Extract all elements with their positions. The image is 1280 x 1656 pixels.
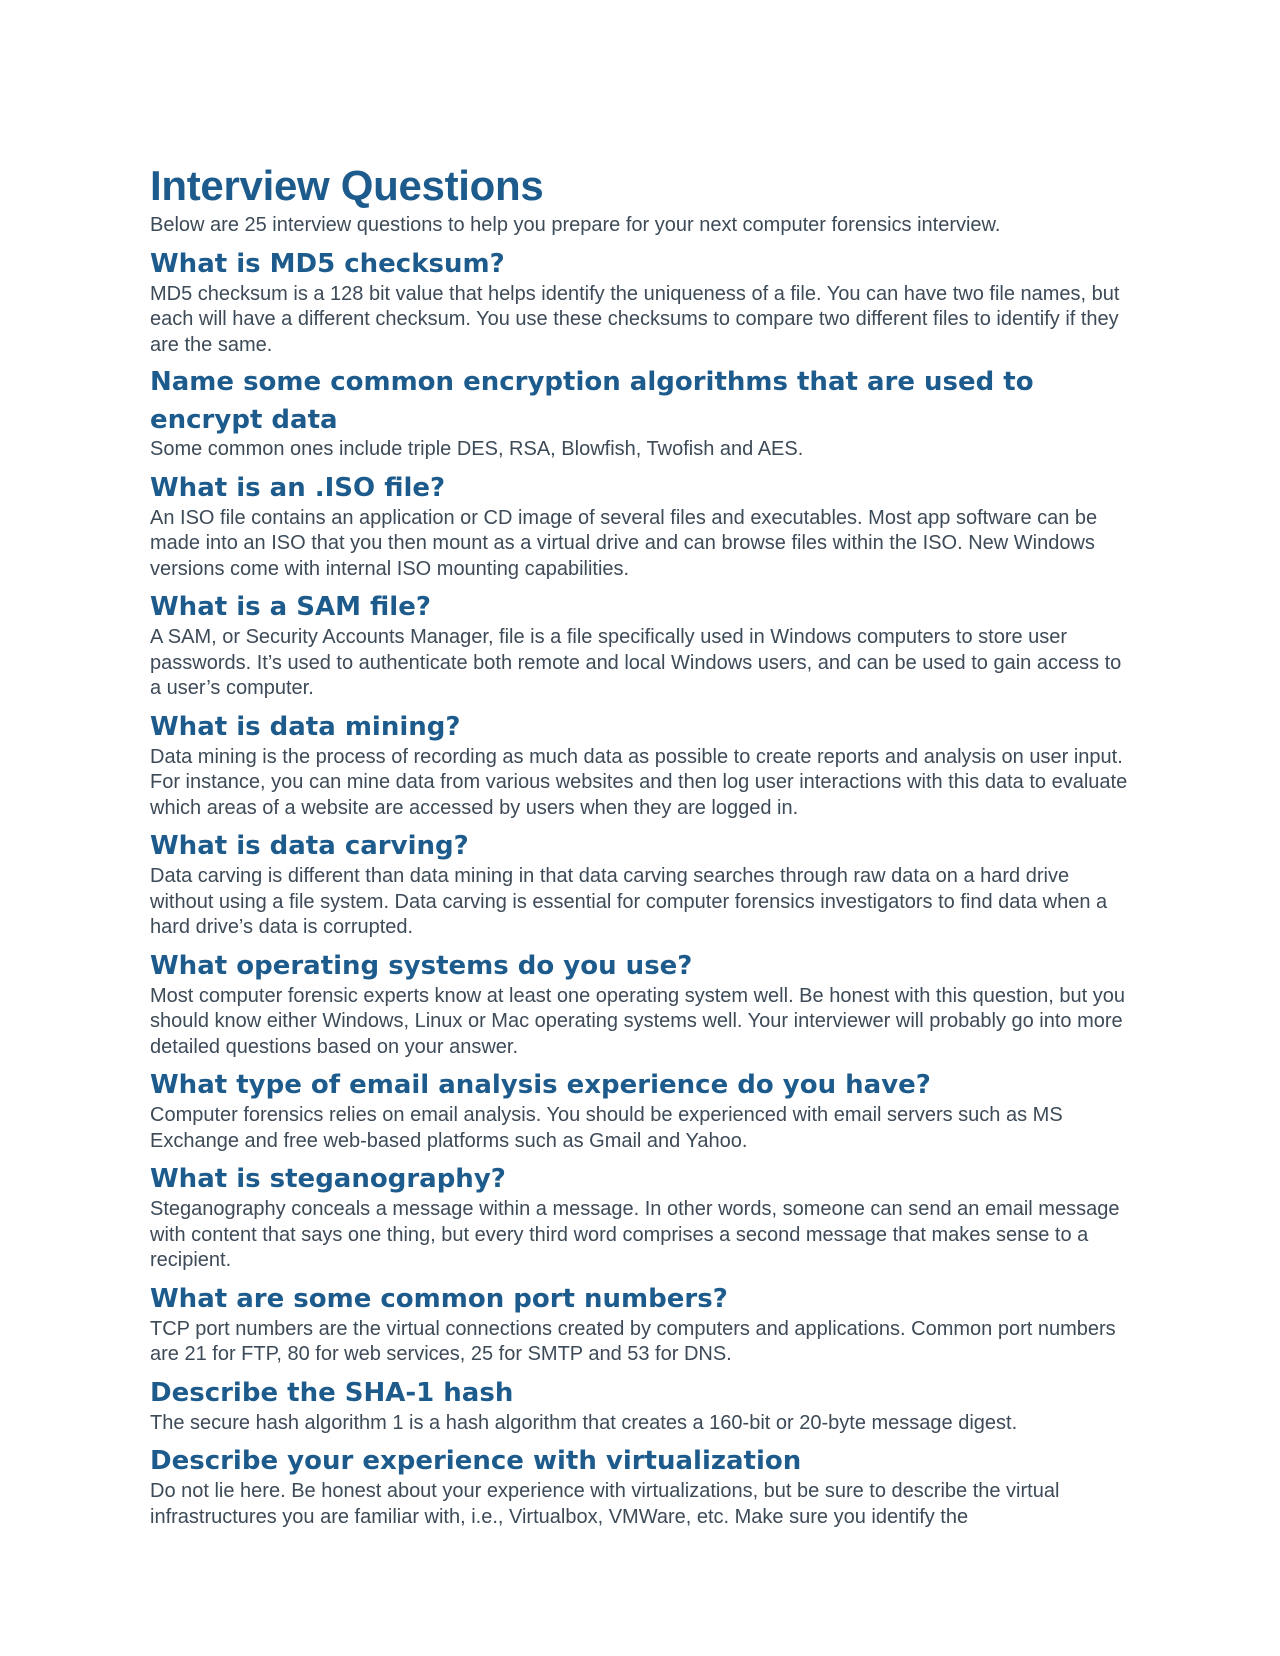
question-block bbox=[150, 244, 1130, 359]
question-heading: What is MD5 checksum? bbox=[150, 248, 505, 279]
question-block bbox=[150, 587, 1130, 702]
question-heading: What operating systems do you use? bbox=[150, 950, 693, 981]
question-block bbox=[150, 707, 1130, 822]
question-heading: What is data mining? bbox=[150, 711, 461, 742]
question-heading: What is a SAM file? bbox=[150, 592, 431, 622]
answer-paragraph: Do not lie here. Be honest about your experience with virtualizations, but be sure to describe the virtual infrastructures you are familiar with, i.e., Virtualbox, VMWare, etc. Make sure you identify the bbox=[150, 1480, 1060, 1528]
answer-paragraph: An ISO file contains an application or CD image of several files and executables. Most app software can be made into an ISO that you then mount as a virtual drive and can browse files within the ISO. New Windows versions come with internal ISO mounting capabilities. bbox=[150, 506, 1098, 580]
answer-paragraph: Data carving is different than data mining in that data carving searches through raw data on a hard drive without using a file system. Data carving is essential for computer forensics investigators to find data when a hard drive’s data is corrupted. bbox=[150, 865, 1108, 938]
question-heading: Describe the SHA-1 hash bbox=[150, 1377, 514, 1408]
question-heading: What is data carving? bbox=[150, 831, 469, 861]
question-block bbox=[150, 1441, 1130, 1530]
document-page bbox=[150, 160, 1130, 1530]
question-block bbox=[150, 826, 1130, 941]
question-heading: What type of email analysis experience do you have? bbox=[150, 1070, 931, 1100]
question-block bbox=[150, 1279, 1130, 1368]
question-heading: What are some common port numbers? bbox=[150, 1283, 728, 1314]
question-block bbox=[150, 1159, 1130, 1274]
answer-paragraph: Steganography conceals a message within a message. In other words, someone can send an email message with content that says one thing, but every third word comprises a second message that makes sense to a recipient. bbox=[150, 1198, 1120, 1271]
question-block bbox=[150, 468, 1130, 583]
question-block bbox=[150, 946, 1130, 1061]
answer-paragraph: TCP port numbers are the virtual connections created by computers and applications. Common port numbers are 21 for FTP, 80 for web services, 25 for SMTP and 53 for DNS. bbox=[150, 1317, 1116, 1365]
intro-paragraph: Below are 25 interview questions to help you prepare for your next computer forensics interview. bbox=[150, 214, 1001, 236]
question-heading: Describe your experience with virtualization bbox=[150, 1446, 802, 1476]
answer-paragraph: The secure hash algorithm 1 is a hash algorithm that creates a 160-bit or 20-byte message digest. bbox=[150, 1411, 1018, 1434]
answer-paragraph: Data mining is the process of recording as much data as possible to create reports and analysis on user input. For instance, you can mine data from various websites and then log user interactions with this data to evaluate which areas of a website are accessed by users when they are logged in. bbox=[150, 745, 1128, 819]
answer-paragraph: Computer forensics relies on email analysis. You should be experienced with email servers such as MS Exchange and free web-based platforms such as Gmail and Yahoo. bbox=[150, 1104, 1063, 1152]
question-heading: What is an .ISO file? bbox=[150, 472, 446, 503]
page-title: Interview Questions bbox=[150, 162, 544, 209]
answer-paragraph: Some common ones include triple DES, RSA, Blowfish, Twofish and AES. bbox=[150, 438, 804, 460]
question-heading: What is steganography? bbox=[150, 1164, 506, 1194]
question-block bbox=[150, 1373, 1130, 1437]
answer-paragraph: Most computer forensic experts know at least one operating system well. Be honest with this question, but you should know either Windows, Linux or Mac operating systems well. Your interviewer will probably go into more detailed questions based on your answer. bbox=[150, 984, 1125, 1058]
question-heading: Name some common encryption algorithms that are used to encrypt data bbox=[150, 367, 1034, 435]
answer-paragraph: MD5 checksum is a 128 bit value that helps identify the uniqueness of a file. You can have two file names, but each will have a different checksum. You use these checksums to compare two different files to identify if they are the same. bbox=[150, 282, 1120, 356]
question-block bbox=[150, 363, 1130, 463]
question-block bbox=[150, 1065, 1130, 1154]
answer-paragraph: A SAM, or Security Accounts Manager, file is a file specifically used in Windows computers to store user passwords. It’s used to authenticate both remote and local Windows users, and can be used to gain access to a user’s computer. bbox=[150, 626, 1122, 699]
